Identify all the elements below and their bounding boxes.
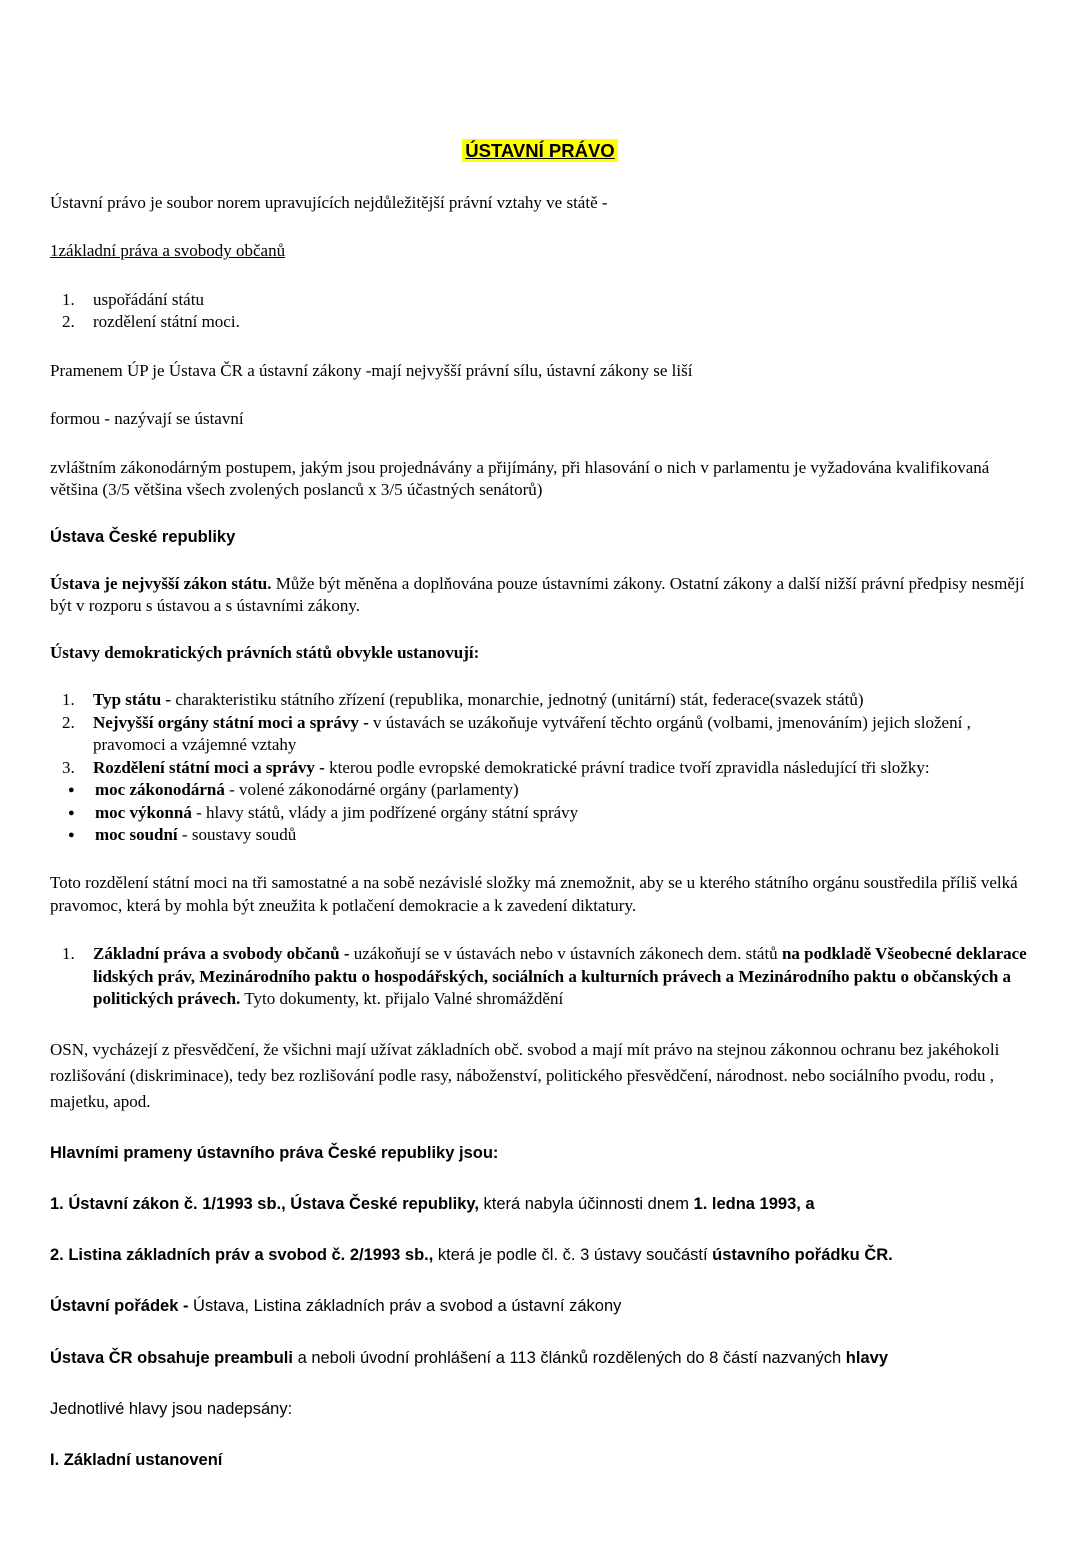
ustanovuji-list <box>50 689 1030 846</box>
text-run: Ústavní právo je soubor norem upravujících nejdůležitější právní vztahy ve státě - <box>50 193 608 212</box>
text-run-bold: na podkladě Všeobecné deklarace lidských práv, Mezinárodního paktu o hospodářských, sociálních a kulturních právech a Mezinárodního paktu o občanských a politických právech. <box>93 944 1027 1009</box>
heading-text: Ústava České republiky <box>50 527 236 546</box>
list-item <box>50 311 1030 333</box>
text-run: charakteristiku státního zřízení (republika, monarchie, jednotný (unitární) stát, federace(svazek států) <box>171 690 864 710</box>
text-run: - hlavy států, vlády a jim podřízené orgány státní správy <box>191 802 579 822</box>
paragraph-zvlastnim <box>50 457 1030 502</box>
heading-hlavni-prameny <box>50 1142 1030 1164</box>
text-run: Tyto dokumenty, kt. přijalo Valné shromáždění <box>240 989 564 1009</box>
text-run-bold: Základní práva a svobody občanů - <box>93 944 350 964</box>
text-run: zvláštním zákonodárným postupem, jakým jsou projednávány a přijímány, při hlasování o nich v parlamentu je vyžadována kvalifikovaná většina (3/5 většina všech zvolených poslanců x 3/5 účastných senátorů) <box>50 457 990 500</box>
paragraph-formou <box>50 408 1030 430</box>
text-run: kterou podle evropské demokratické právní tradice tvoří zpravidla následující tři složky: <box>324 757 930 777</box>
list-item-text <box>93 757 1030 779</box>
text-run-bold: Ústava ČR obsahuje preambuli <box>50 1348 293 1367</box>
text-run: která nabyla účinnosti dnem <box>478 1194 694 1213</box>
bullet-icon: ● <box>68 784 75 797</box>
text-run-bold: Nejvyšší orgány státní moci a správy - <box>93 712 369 732</box>
document-title-line <box>50 140 1030 162</box>
list-item-text: rozdělení státní moci. <box>93 312 240 332</box>
paragraph-ustavni-poradek <box>50 1295 1030 1317</box>
text-run: formou - nazývají se ústavní <box>50 409 244 429</box>
text-run-bold: Ústava je nejvyšší zákon státu. <box>50 573 272 593</box>
text-run-underline: 1základní práva a svobody občanů <box>50 241 286 261</box>
list-item <box>50 712 1030 757</box>
text-run-bold: Ústavní pořádek - <box>50 1297 189 1316</box>
paragraph-nejvyssi-zakon <box>50 573 1030 618</box>
text-run-bold: Typ státu - <box>93 690 172 710</box>
text-run: - volené zákonodárné orgány (parlamenty) <box>224 780 519 800</box>
text-run-bold: moc zákonodárná <box>95 780 225 800</box>
text-run: Toto rozdělení státní moci na tři samostatné a na sobě nezávislé složky má znemožnit, aby se u kterého státního orgánu soustředila příliš velká pravomoc, která by mohla být zneužita k potlačení demokracie a k zavedení diktatury. <box>50 873 1018 915</box>
bullet-icon: ● <box>68 829 75 841</box>
list-number: 2. <box>62 312 75 332</box>
text-run: v ústavách se uzákoňuje vytváření těchto orgánů (volbami, jmenováním) jejich složení , pravomoci a vzájemné vztahy <box>93 712 971 755</box>
heading-text: Ústavy demokratických právních států obvykle ustanovují: <box>50 643 480 663</box>
list-number: 3. <box>62 757 75 777</box>
list-number: 1. <box>62 289 75 309</box>
text-run: Ústava, Listina základních práv a svobod a ústavní zákony <box>188 1297 622 1316</box>
text-run-bold: moc soudní <box>95 825 178 844</box>
bullet-list-item <box>50 779 1030 801</box>
list-item-text <box>93 689 1030 711</box>
bullet-icon: ● <box>68 806 75 819</box>
zakladni-prava-list <box>50 943 1030 1010</box>
list-item-text <box>93 712 1030 757</box>
page-title: ÚSTAVNÍ PRÁVO <box>462 139 617 162</box>
text-run: - soustavy soudů <box>177 825 297 844</box>
intro-ordered-list <box>50 289 1030 334</box>
list-number: 1. <box>62 944 75 964</box>
paragraph-zakon-2 <box>50 1244 1030 1266</box>
section-heading-ustavy-dem <box>50 643 1030 663</box>
text-run: Může být měněna a doplňována pouze ústavními zákony. Ostatní zákony a další nižší právní předpisy nesmějí být v rozporu s ústavou a s ústavními zákony. <box>50 573 1025 615</box>
underlined-subheading <box>50 240 1030 262</box>
heading-text: I. Základní ustanovení <box>50 1451 223 1470</box>
text-run-bold: ústavního pořádku ČR. <box>712 1246 893 1265</box>
paragraph-zakon-1 <box>50 1193 1030 1215</box>
text-run-bold: 2. Listina základních práv a svobod č. 2/1993 sb., <box>50 1246 434 1265</box>
text-run: Pramenem ÚP je Ústava ČR a ústavní zákony -mají nejvyšší právní sílu, ústavní zákony se liší <box>50 360 693 380</box>
list-item-text <box>95 802 1030 824</box>
list-item-text <box>93 943 1030 1010</box>
heading-zakladni-ustanoveni <box>50 1449 1030 1471</box>
heading-text: Hlavními prameny ústavního práva České republiky jsou: <box>50 1143 499 1162</box>
text-run-bold: 1. Ústavní zákon č. 1/1993 sb., Ústava České republiky, <box>50 1194 479 1213</box>
text-run-bold: moc výkonná <box>95 802 192 822</box>
text-run: OSN, vycházejí z přesvědčení, že všichni mají užívat základních obč. svobod a mají mít právo na stejnou zákonnou ochranu bez jakéhokoli rozlišování (diskriminace), tedy bez rozlišování podle rasy, náboženství, politického přesvědčení, národnost. nebo sociálního pvodu, rodu , majetku, apod. <box>50 1039 1000 1112</box>
intro-paragraph <box>50 192 1030 214</box>
text-run-bold: 1. ledna 1993, a <box>693 1194 815 1213</box>
list-item-text: uspořádání státu <box>93 289 204 309</box>
paragraph-toto-rozdeleni <box>50 872 1030 917</box>
list-item <box>50 289 1030 311</box>
text-run: Jednotlivé hlavy jsou nadepsány: <box>50 1399 293 1418</box>
list-item-text <box>95 779 1030 801</box>
paragraph-pramen <box>50 360 1030 382</box>
paragraph-osn <box>50 1037 1030 1116</box>
section-heading-ustava-cr <box>50 528 1030 547</box>
list-item <box>50 943 1030 1010</box>
paragraph-jednotlive-hlavy <box>50 1398 1030 1420</box>
text-run: a neboli úvodní prohlášení a 113 článků rozdělených do 8 částí nazvaných <box>292 1348 846 1367</box>
text-run: uzákoňují se v ústavách nebo v ústavních zákonech dem. států <box>349 944 782 964</box>
bullet-list-item <box>50 802 1030 824</box>
paragraph-preambule <box>50 1347 1030 1369</box>
list-number: 1. <box>62 690 75 710</box>
list-item <box>50 689 1030 711</box>
text-run-bold: hlavy <box>845 1348 888 1367</box>
text-run: která je podle čl. č. 3 ústavy součástí <box>433 1246 713 1265</box>
list-item <box>50 757 1030 779</box>
text-run-bold: Rozdělení státní moci a správy - <box>93 757 325 777</box>
list-number: 2. <box>62 712 75 732</box>
list-item-text <box>95 824 1030 846</box>
bullet-list-item <box>50 824 1030 846</box>
